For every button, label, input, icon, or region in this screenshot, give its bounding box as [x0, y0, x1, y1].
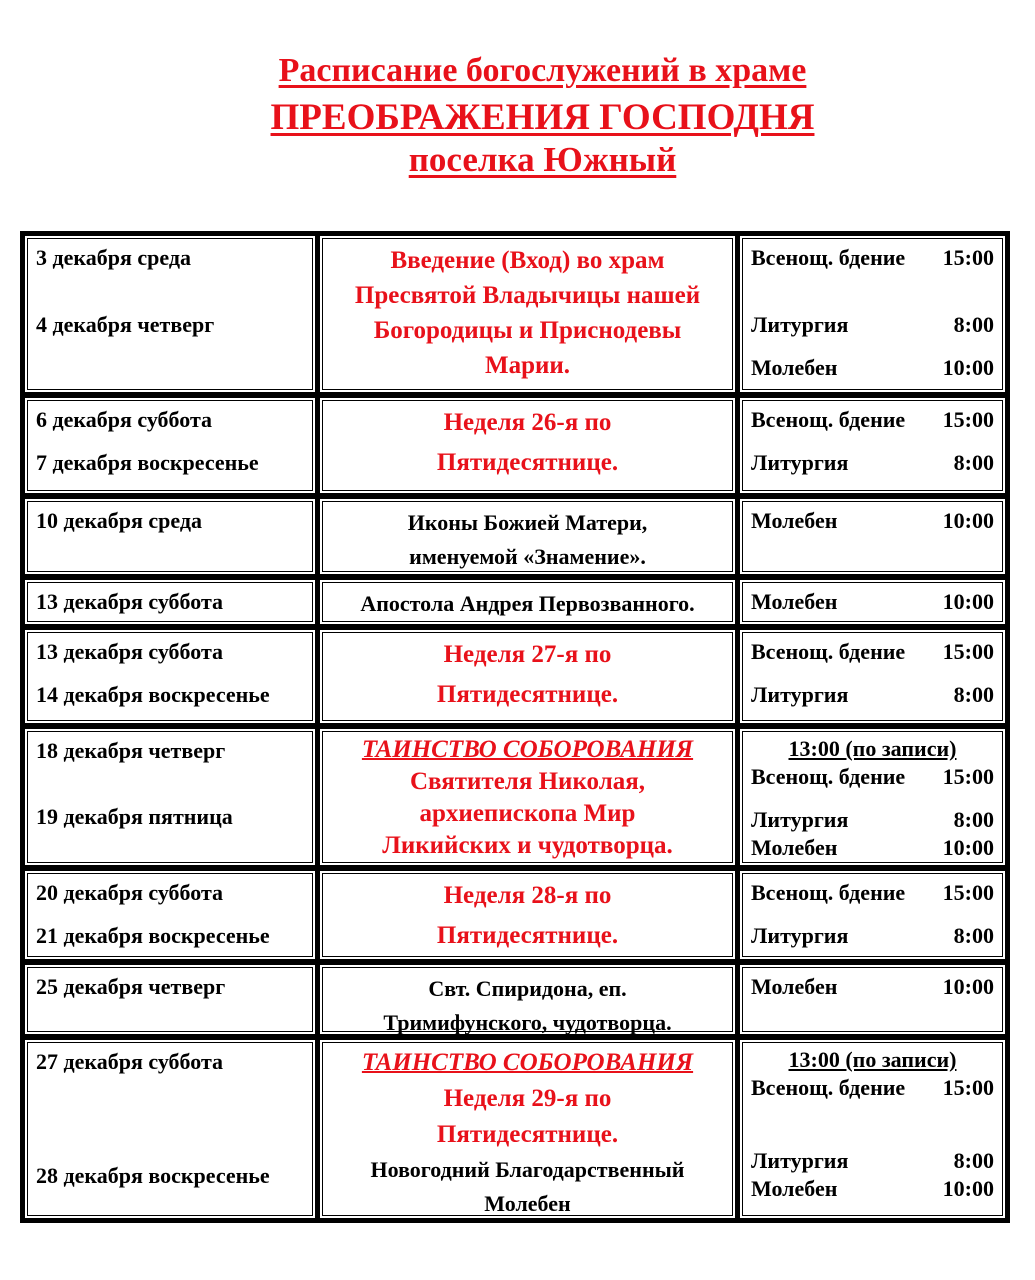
service-name: Молебен [751, 589, 838, 614]
table-row [25, 624, 1005, 723]
service-time: 8:00 [953, 1148, 994, 1173]
header-title-church: ПРЕОБРАЖЕНИЯ ГОСПОДНЯ [270, 97, 815, 138]
service-item [751, 1075, 994, 1101]
services-cell [742, 238, 1003, 390]
feast-line: Богородицы и Приснодевы [373, 317, 682, 344]
service-name: Всенощ. бдение [751, 245, 906, 270]
service-time: 8:00 [953, 682, 994, 707]
date-label: 19 декабря пятница [36, 804, 233, 829]
feast-line: Ликийских и чудотворца. [382, 832, 673, 859]
service-name: Молебен [751, 835, 838, 860]
services-cell [742, 501, 1003, 572]
service-name: Литургия [751, 807, 849, 832]
table-row [25, 959, 1005, 1034]
table-row [25, 1034, 1005, 1218]
service-time: 8:00 [953, 923, 994, 948]
service-time: 15:00 [942, 1075, 994, 1100]
feast-cell [322, 967, 733, 1035]
service-item [751, 639, 994, 665]
service-time: 8:00 [953, 312, 994, 337]
dates-cell [27, 632, 313, 721]
service-name: Всенощ. бдение [751, 639, 906, 664]
service-item [751, 407, 994, 433]
table-row [25, 236, 1005, 392]
table-row [25, 574, 1005, 624]
header-title-location: поселка Южный [408, 140, 677, 179]
table-row [25, 493, 1005, 574]
service-item [751, 764, 994, 790]
appointment-note: 13:00 (по записи) [788, 1047, 957, 1072]
feast-cell [322, 873, 733, 957]
service-item [751, 1176, 994, 1202]
feast-line: Пятидесятнице. [436, 1121, 619, 1148]
date-label: 28 декабря воскресенье [36, 1163, 270, 1188]
feast-cell [322, 1042, 733, 1216]
dates-cell [27, 731, 313, 863]
service-time: 15:00 [942, 639, 994, 664]
feast-line: архиепископа Мир [419, 800, 636, 827]
service-item [751, 312, 994, 338]
feast-extra-line: Новогодний Благодарственный [370, 1157, 685, 1182]
date-label: 13 декабря суббота [36, 589, 224, 614]
feast-cell [322, 582, 733, 622]
service-item [751, 682, 994, 708]
date-label: 20 декабря суббота [36, 880, 224, 905]
service-time: 15:00 [942, 880, 994, 905]
service-item [751, 807, 994, 833]
service-name: Литургия [751, 1148, 849, 1173]
feast-cell [322, 731, 733, 863]
service-item [751, 880, 994, 906]
feast-line: Иконы Божией Матери, [407, 510, 648, 535]
services-cell [742, 731, 1003, 863]
services-cell [742, 582, 1003, 622]
feast-cell [322, 501, 733, 572]
service-time: 10:00 [942, 974, 994, 999]
service-time: 15:00 [942, 764, 994, 789]
service-name: Молебен [751, 508, 838, 533]
services-cell [742, 400, 1003, 491]
service-name: Молебен [751, 355, 838, 380]
service-name: Литургия [751, 682, 849, 707]
feast-line: Пятидесятнице. [436, 922, 619, 949]
service-time: 10:00 [942, 508, 994, 533]
date-label: 7 декабря воскресенье [36, 450, 259, 475]
feast-line: Неделя 26-я по [443, 409, 612, 436]
service-name: Молебен [751, 974, 838, 999]
date-label: 10 декабря среда [36, 508, 202, 533]
feast-line: Пятидесятнице. [436, 681, 619, 708]
service-name: Литургия [751, 450, 849, 475]
service-name: Литургия [751, 312, 849, 337]
service-time: 8:00 [953, 807, 994, 832]
dates-cell [27, 400, 313, 491]
feast-line: Неделя 29-я по [443, 1085, 612, 1112]
dates-cell [27, 238, 313, 390]
dates-cell [27, 582, 313, 622]
services-cell [742, 873, 1003, 957]
appointment-note: 13:00 (по записи) [788, 736, 957, 761]
feast-cell [322, 632, 733, 721]
feast-line: Апостола Андрея Первозванного. [360, 591, 695, 616]
service-item [751, 923, 994, 949]
table-row [25, 865, 1005, 959]
service-time: 10:00 [942, 355, 994, 380]
service-name: Всенощ. бдение [751, 880, 906, 905]
service-name: Всенощ. бдение [751, 764, 906, 789]
feast-extra-line: Молебен [484, 1191, 571, 1216]
date-label: 3 декабря среда [36, 245, 191, 270]
schedule-table [20, 231, 1010, 1223]
feast-line: Святителя Николая, [409, 768, 645, 795]
date-label: 13 декабря суббота [36, 639, 224, 664]
feast-line: Тримифунского, чудотворца. [383, 1010, 672, 1035]
feast-line: Неделя 27-я по [443, 641, 612, 668]
service-item [751, 450, 994, 476]
sacrament-label: ТАИНСТВО СОБОРОВАНИЯ [361, 1049, 694, 1076]
dates-cell [27, 1042, 313, 1216]
feast-line: Пятидесятнице. [436, 449, 619, 476]
feast-cell [322, 400, 733, 491]
date-label: 27 декабря суббота [36, 1049, 224, 1074]
feast-line: Свт. Спиридона, еп. [428, 976, 627, 1001]
dates-cell [27, 967, 313, 1032]
service-name: Всенощ. бдение [751, 407, 906, 432]
feast-line: Марии. [484, 352, 571, 379]
service-time: 10:00 [942, 835, 994, 860]
header-title-line1: Расписание богослужений в храме [278, 52, 807, 89]
date-label: 18 декабря четверг [36, 738, 226, 763]
table-row [25, 392, 1005, 493]
date-label: 25 декабря четверг [36, 974, 226, 999]
feast-line: Введение (Вход) во храм [390, 247, 665, 274]
service-name: Литургия [751, 923, 849, 948]
service-time: 8:00 [953, 450, 994, 475]
service-item [751, 355, 994, 381]
service-time: 15:00 [942, 245, 994, 270]
table-row [25, 723, 1005, 865]
feast-line: именуемой «Знамение». [409, 544, 646, 569]
feast-cell [322, 238, 733, 390]
dates-cell [27, 501, 313, 572]
service-name: Всенощ. бдение [751, 1075, 906, 1100]
services-cell [742, 632, 1003, 721]
date-label: 21 декабря воскресенье [36, 923, 270, 948]
service-item [751, 974, 994, 1000]
feast-line: Неделя 28-я по [443, 882, 612, 909]
service-item [751, 589, 994, 615]
service-name: Молебен [751, 1176, 838, 1201]
service-time: 10:00 [942, 589, 994, 614]
dates-cell [27, 873, 313, 957]
sacrament-label: ТАИНСТВО СОБОРОВАНИЯ [361, 736, 694, 763]
service-time: 10:00 [942, 1176, 994, 1201]
service-item [751, 835, 994, 861]
service-item [751, 245, 994, 271]
service-item [751, 1148, 994, 1174]
feast-line: Пресвятой Владычицы нашей [354, 282, 701, 309]
date-label: 6 декабря суббота [36, 407, 213, 432]
service-time: 15:00 [942, 407, 994, 432]
date-label: 4 декабря четверг [36, 312, 215, 337]
services-cell [742, 1042, 1003, 1216]
service-item [751, 508, 994, 534]
services-cell [742, 967, 1003, 1032]
date-label: 14 декабря воскресенье [36, 682, 270, 707]
